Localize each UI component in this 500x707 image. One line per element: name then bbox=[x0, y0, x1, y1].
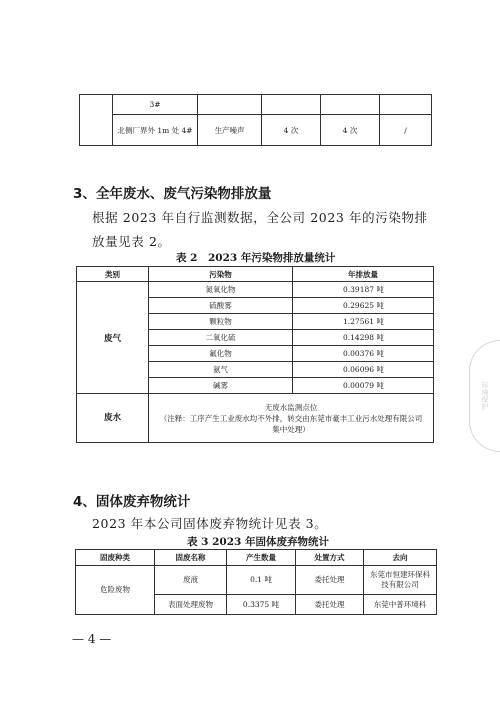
monitoring-table-continuation bbox=[79, 94, 432, 146]
table-caption: 表 2 2023 年污染物排放量统计 bbox=[176, 252, 336, 264]
column-header: 去向 bbox=[364, 550, 437, 566]
stamp-text: 环境保护 bbox=[481, 382, 489, 410]
quantity-cell: 0.1 吨 bbox=[227, 566, 296, 595]
wastewater-note-annotation: （注释：工序产生工业废水均不外排，转交由东莞市豪丰工业污水处理有限公司集中处理） bbox=[159, 413, 423, 434]
column-header: 类别 bbox=[77, 267, 149, 282]
table-cell bbox=[262, 95, 321, 115]
table-row bbox=[80, 115, 432, 146]
column-header: 产生数量 bbox=[227, 550, 296, 566]
table-header-row bbox=[77, 267, 434, 282]
category-cell: 废水 bbox=[77, 394, 149, 443]
table-cell: 生产噪声 bbox=[198, 115, 262, 146]
wastewater-note-line: 无废水监测点位 bbox=[264, 402, 318, 412]
method-cell: 委托处理 bbox=[296, 566, 364, 595]
solid-waste-table bbox=[75, 549, 437, 615]
pollutant-cell: 氨气 bbox=[149, 362, 293, 378]
column-header: 年排放量 bbox=[293, 267, 434, 282]
category-cell: 危险废物 bbox=[76, 566, 155, 615]
amount-cell: 0.00079 吨 bbox=[293, 378, 434, 394]
wastewater-note-cell bbox=[149, 394, 434, 443]
amount-cell: 0.29625 吨 bbox=[293, 298, 434, 314]
section-paragraph: 2023 年本公司固体废弃物统计见表 3。 bbox=[92, 516, 328, 531]
table-row bbox=[77, 282, 434, 298]
section-paragraph: 根据 2023 年自行监测数据，全公司 2023 年的污染物排放量见表 2。 bbox=[92, 210, 428, 249]
table-cell bbox=[198, 95, 262, 115]
quantity-cell: 0.3375 吨 bbox=[227, 595, 296, 615]
table-cell bbox=[321, 95, 380, 115]
table-cell: / bbox=[380, 115, 432, 146]
table-cell: 北侧厂界外 1m 处 4# bbox=[113, 115, 198, 146]
table-cell: 4 次 bbox=[321, 115, 380, 146]
pollutant-cell: 氟化物 bbox=[149, 346, 293, 362]
amount-cell: 0.39187 吨 bbox=[293, 282, 434, 298]
amount-cell: 0.06096 吨 bbox=[293, 362, 434, 378]
table-row bbox=[76, 566, 437, 595]
table-cell bbox=[80, 95, 113, 146]
waste-name-cell: 废液 bbox=[155, 566, 227, 595]
section-heading: 4、固体废弃物统计 bbox=[73, 494, 191, 510]
destination-cell: 东莞市恒建环保科技有限公司 bbox=[364, 566, 437, 595]
table-cell: 3# bbox=[113, 95, 198, 115]
table-cell bbox=[380, 95, 432, 115]
table-cell: 4 次 bbox=[262, 115, 321, 146]
amount-cell: 1.27561 吨 bbox=[293, 314, 434, 330]
column-header: 处置方式 bbox=[296, 550, 364, 566]
column-header: 固废种类 bbox=[76, 550, 155, 566]
method-cell: 委托处理 bbox=[296, 595, 364, 615]
section-heading: 3、全年废水、废气污染物排放量 bbox=[73, 186, 272, 202]
amount-cell: 0.00376 吨 bbox=[293, 346, 434, 362]
table-header-row bbox=[76, 550, 437, 566]
pollutant-cell: 二氧化硫 bbox=[149, 330, 293, 346]
column-header: 污染物 bbox=[149, 267, 293, 282]
pollutant-cell: 硫酸雾 bbox=[149, 298, 293, 314]
pollutant-cell: 碱雾 bbox=[149, 378, 293, 394]
emission-table bbox=[76, 266, 434, 443]
destination-cell: 东莞中普环境科 bbox=[364, 595, 437, 615]
seal-stamp bbox=[469, 340, 500, 452]
page-number: — 4 — bbox=[72, 632, 112, 646]
amount-cell: 0.14298 吨 bbox=[293, 330, 434, 346]
table-caption: 表 3 2023 年固体废弃物统计 bbox=[187, 536, 329, 548]
table-row bbox=[77, 394, 434, 443]
column-header: 固废名称 bbox=[155, 550, 227, 566]
pollutant-cell: 氮氧化物 bbox=[149, 282, 293, 298]
category-cell: 废气 bbox=[77, 282, 149, 394]
waste-name-cell: 表面处理废物 bbox=[155, 595, 227, 615]
table-row bbox=[80, 95, 432, 115]
pollutant-cell: 颗粒物 bbox=[149, 314, 293, 330]
